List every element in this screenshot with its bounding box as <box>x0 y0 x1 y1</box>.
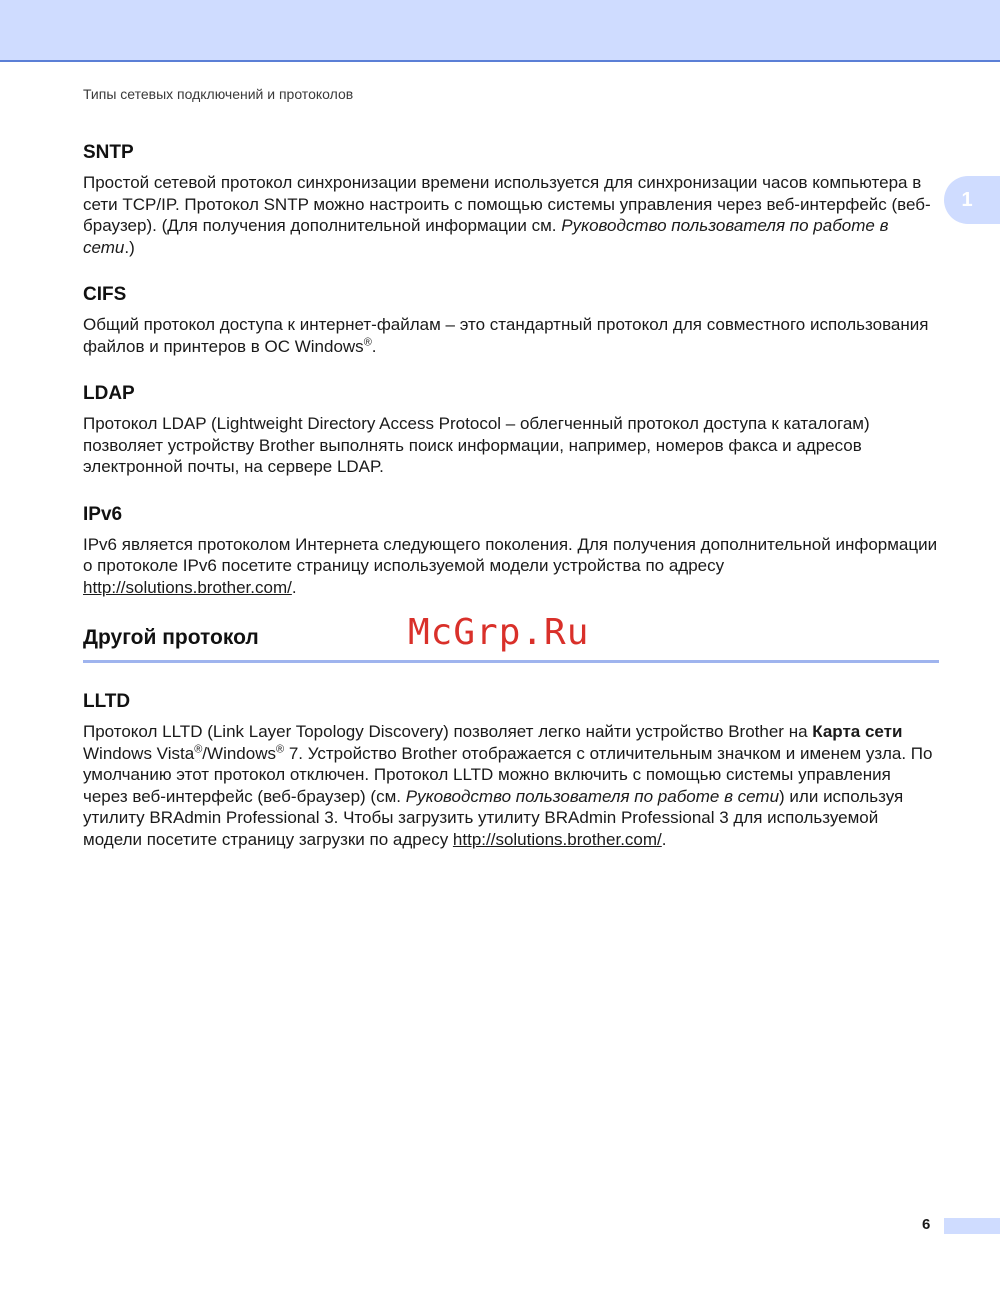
heading-cifs: CIFS <box>83 284 127 305</box>
running-header: Типы сетевых подключений и протоколов <box>83 86 354 102</box>
sntp-text: Простой сетевой протокол синхронизации времени используется для синхронизации часов компьютера в сети TCP/IP. Протокол SNTP можно настроить с помощью системы управления через веб-интерфейс (веб-браузер). (Для получения дополнительной информации см. <box>83 173 931 235</box>
sntp-ref: Руководство пользователя по работе в сети <box>83 216 889 257</box>
paragraph-sntp <box>83 172 939 258</box>
lltd-text-5: ) или используя утилиту BRAdmin Professional 3. Чтобы загрузить утилиту BRAdmin Professional 3 для используемой модели посетите страницу загрузки по адресу <box>83 786 904 849</box>
lltd-link[interactable]: http://solutions.brother.com/ <box>452 829 662 849</box>
footer-tab <box>944 1218 1000 1234</box>
cifs-text-end: . <box>371 336 377 356</box>
lltd-bold: Карта сети <box>812 722 903 741</box>
cifs-text: Общий протокол доступа к интернет-файлам – это стандартный протокол для совместного использования файлов и принтеров в ОС Windows <box>83 315 929 356</box>
lltd-text-1: Протокол LLTD (Link Layer Topology Discovery) позволяет легко найти устройство Brother на <box>83 722 813 741</box>
page-content <box>83 142 939 876</box>
sntp-text-end: .) <box>124 237 135 257</box>
lltd-reg-2: ® <box>275 742 285 755</box>
lltd-text-3: /Windows <box>202 743 276 763</box>
page-number: 6 <box>922 1216 931 1233</box>
paragraph-ipv6 <box>83 534 939 599</box>
lltd-ref: Руководство пользователя по работе в сети <box>405 786 780 806</box>
paragraph-lltd <box>83 721 939 850</box>
heading-sntp: SNTP <box>83 142 134 163</box>
paragraph-cifs <box>83 314 939 357</box>
ipv6-link[interactable]: http://solutions.brother.com/ <box>83 577 292 597</box>
section-other-protocol <box>83 612 939 663</box>
cifs-reg: ® <box>363 335 372 348</box>
lltd-text-2: Windows Vista <box>83 743 195 763</box>
lltd-text-4: 7. Устройство Brother отображается с отличительным значком и именем узла. По умолчанию этот протокол отключен. Протокол LLTD можно включить с помощью системы управления через веб-интерфейс (веб-браузер) (см. <box>83 743 933 806</box>
heading-ipv6: IPv6 <box>83 503 123 525</box>
ipv6-text: IPv6 является протоколом Интернета следующего поколения. Для получения дополнительной информации о протоколе IPv6 посетите страницу используемой модели устройства по адресу <box>83 534 938 575</box>
ipv6-text-end: . <box>291 577 297 597</box>
lltd-reg-1: ® <box>194 742 203 755</box>
heading-other-protocol: Другой протокол <box>83 626 259 649</box>
watermark: McGrp.Ru <box>408 612 590 653</box>
lltd-text-6: . <box>661 829 667 849</box>
heading-lltd: LLTD <box>83 691 131 712</box>
chapter-tab: 1 <box>944 176 1000 224</box>
heading-ldap: LDAP <box>83 383 135 404</box>
top-band <box>0 0 1000 62</box>
paragraph-ldap: Протокол LDAP (Lightweight Directory Access Protocol – облегченный протокол доступа к каталогам) позволяет устройству Brother выполнять поиск информации, например, номеров факса и адресов электронной почты, на сервере LDAP. <box>83 414 870 476</box>
